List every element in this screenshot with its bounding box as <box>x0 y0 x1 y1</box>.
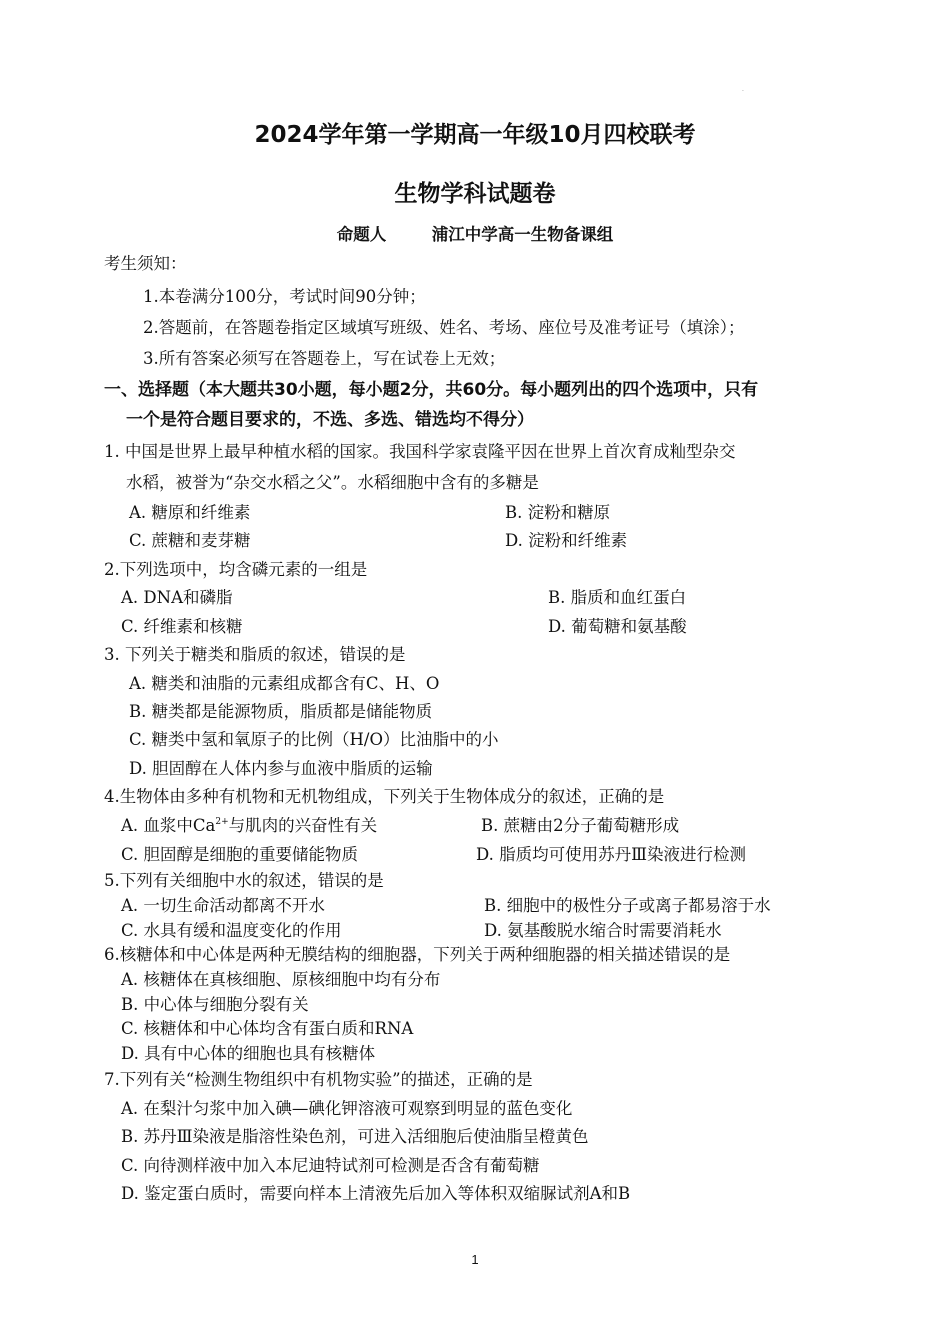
question-4-option-d: D. 脂质均可使用苏丹Ⅲ染液进行检测 <box>476 845 747 864</box>
question-4-option-b: B. 蔗糖由2分子葡萄糖形成 <box>481 816 680 835</box>
question-3-stem: 3. 下列关于糖类和脂质的叙述，错误的是 <box>104 645 406 664</box>
page-number: 1 <box>471 1252 479 1267</box>
question-3-option-d: D. 胆固醇在人体内参与血液中脂质的运输 <box>129 759 433 778</box>
question-7-option-d: D. 鉴定蛋白质时，需要向样本上清液先后加入等体积双缩脲试剂A和B <box>121 1184 631 1203</box>
question-4-option-a-text: A. 血浆中Ca <box>121 816 216 835</box>
section-heading: 一、选择题（本大题共30小题，每小题2分，共60分。每小题列出的四个选项中，只有 <box>104 380 759 400</box>
question-3-option-b: B. 糖类都是能源物质，脂质都是储能物质 <box>129 702 433 721</box>
question-6-option-c: C. 核糖体和中心体均含有蛋白质和RNA <box>121 1019 414 1038</box>
question-1-option-d: D. 淀粉和纤维素 <box>505 531 628 550</box>
question-2-option-b: B. 脂质和血红蛋白 <box>548 588 687 607</box>
question-2-option-d: D. 葡萄糖和氨基酸 <box>548 617 687 636</box>
author-label: 命题人 <box>336 225 387 244</box>
question-7-option-a: A. 在梨汁匀浆中加入碘—碘化钾溶液可观察到明显的蓝色变化 <box>121 1099 573 1118</box>
question-2-option-a: A. DNA和磷脂 <box>121 588 233 607</box>
question-5-option-a: A. 一切生命活动都离不开水 <box>121 896 325 915</box>
notice-item: 3.所有答案必须写在答题卷上，写在试卷上无效； <box>143 349 506 368</box>
question-6-option-b: B. 中心体与细胞分裂有关 <box>121 995 309 1014</box>
question-4-option-a-text-cont: 与肌肉的兴奋性有关 <box>228 816 378 835</box>
author-line <box>0 221 950 245</box>
question-4-option-c: C. 胆固醇是细胞的重要储能物质 <box>121 845 359 864</box>
notice-item: 1.本卷满分100分，考试时间90分钟； <box>143 287 426 306</box>
exam-title: 2024学年第一学期高一年级10月四校联考 <box>254 122 696 148</box>
question-6-option-a: A. 核糖体在真核细胞、原核细胞中均有分布 <box>121 970 441 989</box>
question-5-option-d: D. 氨基酸脱水缩合时需要消耗水 <box>484 921 722 940</box>
question-6-option-d: D. 具有中心体的细胞也具有核糖体 <box>121 1044 376 1063</box>
question-1-option-b: B. 淀粉和糖原 <box>505 503 611 522</box>
corner-mark: · <box>742 88 744 95</box>
question-2-option-c: C. 纤维素和核糖 <box>121 617 243 636</box>
question-5-option-b: B. 细胞中的极性分子或离子都易溶于水 <box>484 896 771 915</box>
question-4-stem: 4.生物体由多种有机物和无机物组成，下列关于生物体成分的叙述，正确的是 <box>104 787 665 806</box>
question-3-option-a: A. 糖类和油脂的元素组成都含有C、H、O <box>129 674 440 693</box>
question-1-stem: 1. 中国是世界上最早种植水稻的国家。我国科学家袁隆平因在世界上首次育成籼型杂交 <box>104 442 736 461</box>
notice-heading: 考生须知： <box>104 254 187 273</box>
question-7-option-b: B. 苏丹Ⅲ染液是脂溶性染色剂，可进入活细胞后使油脂呈橙黄色 <box>121 1127 589 1146</box>
question-1-option-a: A. 糖原和纤维素 <box>129 503 251 522</box>
exam-subtitle: 生物学科试题卷 <box>394 181 556 207</box>
question-1-stem-cont: 水稻，被誉为“杂交水稻之父”。水稻细胞中含有的多糖是 <box>126 473 539 492</box>
question-6-stem: 6.核糖体和中心体是两种无膜结构的细胞器，下列关于两种细胞器的相关描述错误的是 <box>104 945 731 964</box>
question-5-option-c: C. 水具有缓和温度变化的作用 <box>121 921 342 940</box>
notice-item: 2.答题前，在答题卷指定区域填写班级、姓名、考场、座位号及准考证号（填涂）； <box>143 318 745 337</box>
superscript-charge: 2+ <box>215 817 229 827</box>
question-5-stem: 5.下列有关细胞中水的叙述，错误的是 <box>104 871 384 890</box>
author-value: 浦江中学高一生物备课组 <box>431 225 614 244</box>
question-1-option-c: C. 蔗糖和麦芽糖 <box>129 531 251 550</box>
question-2-stem: 2.下列选项中，均含磷元素的一组是 <box>104 560 368 579</box>
question-4-option-a <box>121 816 377 836</box>
question-7-stem: 7.下列有关“检测生物组织中有机物实验”的描述，正确的是 <box>104 1070 533 1089</box>
question-7-option-c: C. 向待测样液中加入本尼迪特试剂可检测是否含有葡萄糖 <box>121 1156 540 1175</box>
section-heading-cont: 一个是符合题目要求的，不选、多选、错选均不得分） <box>126 410 534 430</box>
question-3-option-c: C. 糖类中氢和氧原子的比例（H/O）比油脂中的小 <box>129 730 499 749</box>
